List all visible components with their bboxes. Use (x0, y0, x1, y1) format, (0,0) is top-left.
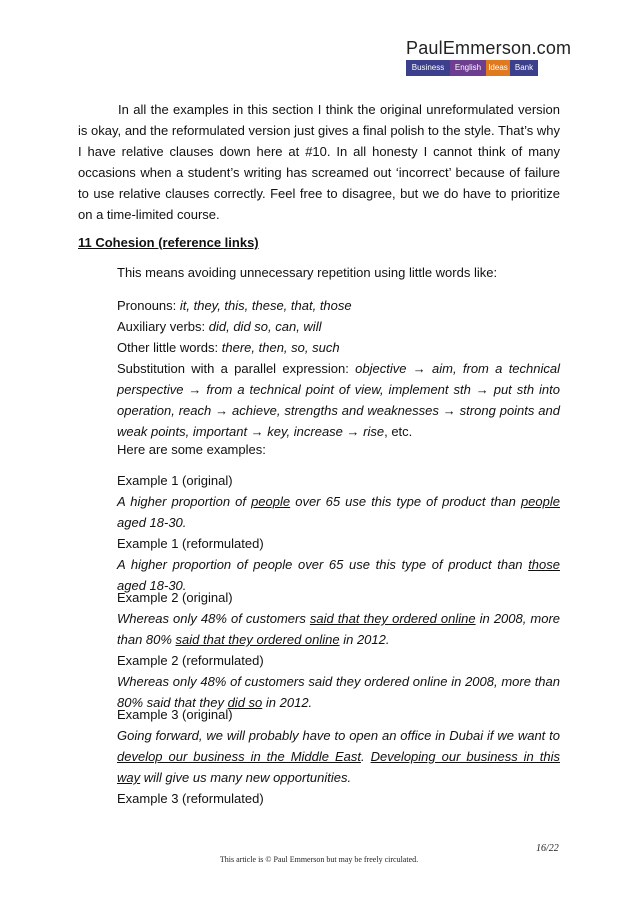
examples-intro: Here are some examples: (117, 442, 266, 457)
example-sentence: Whereas only 48% of customers said that they ordered online in 2008, more than 80% said that they ordered online in 2012. (117, 611, 560, 647)
logo-tagline-bar (406, 60, 556, 76)
intro-paragraph (78, 99, 560, 225)
example-label: Example 2 (reformulated) (117, 653, 264, 668)
logo-segment-bank: Bank (510, 60, 538, 76)
logo-name: PaulEmmerson.com (406, 38, 572, 58)
logo-segment-english: English (450, 60, 486, 76)
site-logo (406, 38, 572, 76)
example-label: Example 1 (original) (117, 473, 233, 488)
footer-copyright: This article is © Paul Emmerson but may be freely circulated. (219, 855, 419, 864)
other-words-line: Other little words: there, then, so, such (117, 340, 340, 355)
logo-segment-ideas: Ideas (486, 60, 510, 76)
example-sentence: A higher proportion of people over 65 use this type of product than people aged 18-30. (117, 494, 560, 530)
reference-word-lists (117, 295, 560, 442)
section-heading: 11 Cohesion (reference links) (78, 235, 259, 250)
example-label: Example 1 (reformulated) (117, 536, 264, 551)
example-3 (117, 704, 560, 809)
substitution-line: Substitution with a parallel expression: objective → aim, from a technical perspective → from a technical point of view, implement sth → put sth into operation, reach → achieve, strengths and weaknesses → strong points and weak points, important → key, increase → rise, etc. (117, 361, 561, 439)
logo-segment-business: Business (406, 60, 450, 76)
example-sentence: Whereas only 48% of customers said they ordered online in 2008, more than 80% said that they did so in 2012. (117, 674, 560, 710)
example-label: Example 3 (reformulated) (117, 791, 264, 806)
auxiliary-line: Auxiliary verbs: did, did so, can, will (117, 319, 322, 334)
intro-paragraph-text: In all the examples in this section I think the original unreformulated version is okay, and the reformulated version just gives a final polish to the style. That’s why I have relative clauses down here at #10. In all honesty I cannot think of many occasions when a student’s writing has screamed out ‘incorrect’ because of failure to use relative clauses correctly. Feel free to disagree, but we do have to prioritize on a time-limited course. (78, 102, 560, 222)
example-1 (117, 470, 560, 596)
example-2 (117, 587, 560, 713)
example-label: Example 3 (original) (117, 707, 233, 722)
pronouns-line: Pronouns: it, they, this, these, that, those (117, 298, 352, 313)
example-sentence: Going forward, we will probably have to open an office in Dubai if we want to develop our business in the Middle East. Developing our business in this way will give us many new opportunities. (117, 728, 560, 785)
page-number: 16/22 (536, 843, 559, 854)
example-sentence: A higher proportion of people over 65 use this type of product than those aged 18-30. (117, 557, 560, 593)
example-label: Example 2 (original) (117, 590, 233, 605)
means-line: This means avoiding unnecessary repetition using little words like: (117, 265, 498, 280)
